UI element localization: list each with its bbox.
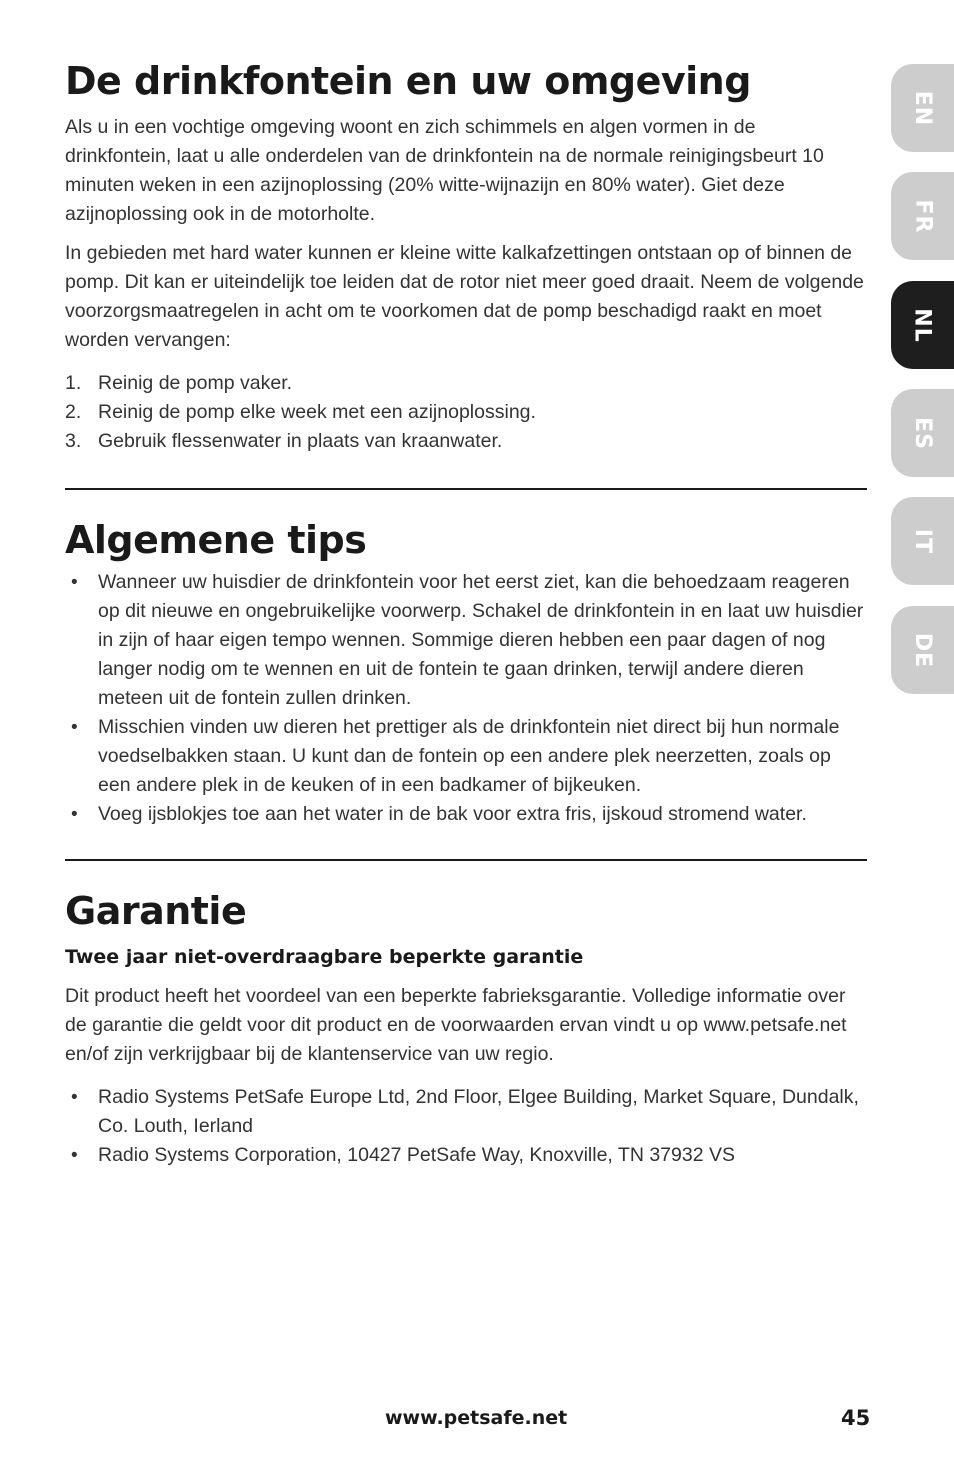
language-tab-fr[interactable] (891, 172, 954, 260)
list-item (65, 398, 867, 427)
language-tab-label: NL (910, 307, 935, 343)
language-tab-nl[interactable] (891, 281, 954, 369)
language-tab-label: IT (909, 528, 935, 554)
language-tab-label: EN (909, 90, 935, 126)
section-title-environment: De drinkfontein en uw omgeving (65, 59, 751, 103)
precaution-list (65, 369, 867, 456)
page-number: 45 (841, 1406, 871, 1430)
paragraph-hard-water: In gebieden met hard water kunnen er kleine witte kalkafzettingen ontstaan op of binnen de pomp. Dit kan er uiteindelijk toe leiden dat de rotor niet meer goed draait. Neem de volgende voorzorgsmaatregelen in acht om te voorkomen dat de pomp beschadigd raakt en moet worden vervangen: (65, 242, 864, 351)
language-tab-es[interactable] (891, 389, 954, 477)
list-number: 1. (65, 372, 82, 394)
language-tab-it[interactable] (891, 497, 954, 585)
list-item (65, 800, 867, 829)
language-tab-label: DE (909, 632, 935, 668)
list-number: 3. (65, 430, 82, 452)
language-tab-de[interactable] (891, 606, 954, 694)
bullet-icon: • (71, 717, 78, 738)
bullet-icon: • (71, 1087, 78, 1108)
language-tab-label: ES (910, 416, 935, 450)
list-text: Misschien vinden uw dieren het prettiger als de drinkfontein niet direct bij hun normale voedselbakken staan. U kunt dan de fontein op een andere plek neerzetten, zoals op een andere plek in de keuken of in een badkamer of bijkeuken. (98, 716, 840, 796)
list-text: Radio Systems Corporation, 10427 PetSafe Way, Knoxville, TN 37932 VS (98, 1144, 735, 1166)
list-item (65, 1141, 867, 1170)
address-list (65, 1083, 867, 1170)
section-warranty (65, 885, 867, 1170)
page-content (65, 55, 867, 1170)
list-text: Wanneer uw huisdier de drinkfontein voor het eerst ziet, kan die behoedzaam reageren op dit nieuwe en ongebruikelijke voorwerp. Schakel de drinkfontein in en laat uw huisdier in zijn of haar eigen tempo wennen. Sommige dieren hebben een paar dagen of nog langer nodig om te wennen en uit de fontein te gaan drinken, terwijl andere dieren meteen uit de fontein zullen drinken. (98, 571, 864, 709)
bullet-icon: • (71, 572, 78, 593)
section-title-tips: Algemene tips (65, 518, 367, 562)
footer-url: www.petsafe.net (385, 1407, 568, 1429)
list-text: Voeg ijsblokjes toe aan het water in de bak voor extra fris, ijskoud stromend water. (98, 803, 807, 825)
list-number: 2. (65, 401, 82, 423)
section-divider (65, 488, 867, 490)
warranty-subtitle: Twee jaar niet-overdraagbare beperkte garantie (65, 946, 584, 968)
list-item (65, 568, 867, 713)
list-text: Radio Systems PetSafe Europe Ltd, 2nd Floor, Elgee Building, Market Square, Dundalk, Co. Louth, Ierland (98, 1086, 859, 1137)
section-divider (65, 859, 867, 861)
list-text: Gebruik flessenwater in plaats van kraanwater. (98, 430, 503, 452)
list-text: Reinig de pomp elke week met een azijnoplossing. (98, 401, 536, 423)
list-item (65, 369, 867, 398)
section-tips (65, 514, 867, 829)
bullet-icon: • (71, 1145, 78, 1166)
section-environment (65, 55, 867, 456)
list-item (65, 713, 867, 800)
section-title-warranty: Garantie (65, 889, 247, 933)
bullet-icon: • (71, 804, 78, 825)
list-item (65, 427, 867, 456)
paragraph-humidity: Als u in een vochtige omgeving woont en zich schimmels en algen vormen in de drinkfontein, laat u alle onderdelen van de drinkfontein na de normale reinigingsbeurt 10 minuten weken in een azijnoplossing (20% witte-wijnazijn en 80% water). Giet deze azijnoplossing ook in de motorholte. (65, 116, 824, 225)
language-tab-label: FR (910, 199, 935, 233)
warranty-paragraph: Dit product heeft het voordeel van een beperkte fabrieksgarantie. Volledige informatie over de garantie die geldt voor dit product en de voorwaarden ervan vindt u op www.petsafe.net en/of zijn verkrijgbaar bij de klantenservice van uw regio. (65, 985, 847, 1065)
list-item (65, 1083, 867, 1141)
list-text: Reinig de pomp vaker. (98, 372, 293, 394)
tips-list (65, 568, 867, 829)
language-tab-en[interactable] (891, 64, 954, 152)
